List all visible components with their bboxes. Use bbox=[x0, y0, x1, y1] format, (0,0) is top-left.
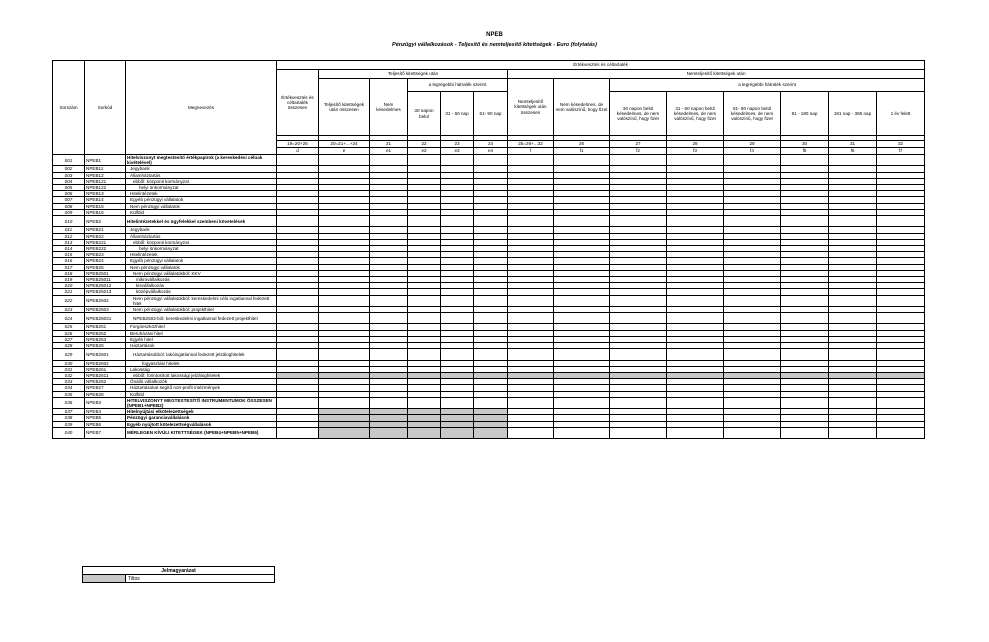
row-number-cell: 003 bbox=[53, 172, 85, 178]
row-number-cell: 021 bbox=[53, 289, 85, 295]
formula-cell: 21 bbox=[370, 141, 408, 148]
row-number-cell: 019 bbox=[53, 276, 85, 282]
row-label-cell: Nem pénzügyi vállalatokból: projekthitel bbox=[126, 306, 277, 312]
row-code-cell: NPEB28 bbox=[85, 391, 126, 397]
row-code-cell: NPEB2502 bbox=[85, 295, 126, 306]
row-label-cell: mikrovállalkozás bbox=[126, 276, 277, 282]
row-number-cell: 007 bbox=[53, 197, 85, 203]
value-cell[interactable] bbox=[781, 397, 829, 408]
value-cell[interactable] bbox=[877, 295, 925, 306]
value-cell[interactable] bbox=[667, 397, 724, 408]
row-number-cell: 001 bbox=[53, 155, 85, 166]
group-header-top: Értékvesztés és céltartalék bbox=[277, 61, 925, 70]
row-code-cell: NPEB25 bbox=[85, 264, 126, 270]
row-number-cell: 031 bbox=[53, 366, 85, 372]
row-label-cell: Háztartásokból: lakóingatlannal fedezett jelzáloghitelek bbox=[126, 349, 277, 360]
column-code-cell: f5 bbox=[781, 148, 829, 155]
column-code-cell: d bbox=[277, 148, 319, 155]
value-cell[interactable] bbox=[370, 155, 408, 166]
row-label-cell: NPEB2503-ból: kereskedelmi ingatlannal fedezett projekthitel bbox=[126, 313, 277, 324]
value-cell[interactable] bbox=[277, 397, 319, 408]
value-cell[interactable] bbox=[474, 427, 508, 438]
row-label-cell: Államháztartás bbox=[126, 172, 277, 178]
row-number-cell: 033 bbox=[53, 379, 85, 385]
row-code-cell: NPEB122 bbox=[85, 185, 126, 191]
value-cell[interactable] bbox=[554, 216, 610, 227]
value-cell[interactable] bbox=[610, 216, 667, 227]
value-cell[interactable] bbox=[877, 427, 925, 438]
value-cell[interactable] bbox=[508, 349, 554, 360]
value-cell[interactable] bbox=[319, 397, 370, 408]
col-header-e2: 30 napon belül bbox=[408, 92, 441, 136]
value-cell[interactable] bbox=[508, 295, 554, 306]
table-row bbox=[53, 216, 925, 227]
value-cell[interactable] bbox=[667, 216, 724, 227]
formula-cell: 22 bbox=[408, 141, 441, 148]
row-number-cell: 015 bbox=[53, 252, 85, 258]
table-row bbox=[53, 313, 925, 324]
value-cell[interactable] bbox=[781, 216, 829, 227]
value-cell[interactable] bbox=[554, 349, 610, 360]
value-cell[interactable] bbox=[319, 155, 370, 166]
row-code-cell: NPEB121 bbox=[85, 178, 126, 184]
row-label-cell: helyi önkormányzat bbox=[126, 245, 277, 251]
row-code-cell: NPEB15 bbox=[85, 203, 126, 209]
value-cell[interactable] bbox=[441, 427, 474, 438]
row-code-cell: NPEB23 bbox=[85, 252, 126, 258]
value-cell[interactable] bbox=[781, 155, 829, 166]
legend bbox=[82, 566, 275, 583]
value-cell[interactable] bbox=[724, 216, 781, 227]
table-row bbox=[53, 349, 925, 360]
value-cell[interactable] bbox=[829, 427, 877, 438]
row-code-cell: NPEB2501 bbox=[85, 270, 126, 276]
value-cell[interactable] bbox=[441, 313, 474, 324]
column-code-cell: e2 bbox=[408, 148, 441, 155]
column-code-cell: e1 bbox=[370, 148, 408, 155]
value-cell[interactable] bbox=[319, 427, 370, 438]
value-cell[interactable] bbox=[610, 349, 667, 360]
row-code-cell: NPEB22 bbox=[85, 233, 126, 239]
formula-cell: 25=26+...32 bbox=[508, 141, 554, 148]
row-code-cell: NPEB25013 bbox=[85, 289, 126, 295]
value-cell[interactable] bbox=[408, 397, 441, 408]
row-code-cell: NPEB221 bbox=[85, 239, 126, 245]
value-cell[interactable] bbox=[319, 313, 370, 324]
row-label-cell: HITELVISZONYT MEGTESTESÍTŐ INSTRUMENTUMOK ÖSSZESEN (NPEB1+NPEB2) bbox=[126, 397, 277, 408]
column-code-cell: f3 bbox=[667, 148, 724, 155]
group-header-nonperf: Nemteljesítő kitettségek után bbox=[508, 70, 925, 79]
row-label-cell: Beruházási hitel bbox=[126, 330, 277, 336]
value-cell[interactable] bbox=[829, 295, 877, 306]
value-cell[interactable] bbox=[508, 427, 554, 438]
row-number-cell: 038 bbox=[53, 415, 85, 421]
table-row bbox=[53, 155, 925, 166]
row-number-cell: 024 bbox=[53, 313, 85, 324]
column-code-cell: f1 bbox=[554, 148, 610, 155]
column-code-cell: f7 bbox=[877, 148, 925, 155]
row-code-cell: NPEB25011 bbox=[85, 276, 126, 282]
row-label-cell: Lakosság bbox=[126, 366, 277, 372]
formula-cell: 29 bbox=[724, 141, 781, 148]
value-cell[interactable] bbox=[724, 313, 781, 324]
value-cell[interactable] bbox=[667, 295, 724, 306]
row-label-cell: Egyéb nyújtott kötelezettségvállalások bbox=[126, 421, 277, 427]
row-code-cell: NPEB2611 bbox=[85, 372, 126, 378]
subgroup-header-perf: a legrégebbi hátralék szerint bbox=[408, 79, 508, 92]
value-cell[interactable] bbox=[441, 349, 474, 360]
row-label-cell: Hitelnyújtási elkötelezettségek bbox=[126, 409, 277, 415]
col-header-f3: 31 - 60 napon belül késedelmes, de nem valószínű, hogy fizet bbox=[667, 92, 724, 136]
row-label-cell: Egyéb pénzügyi vállalatok bbox=[126, 258, 277, 264]
row-code-cell: NPEB14 bbox=[85, 197, 126, 203]
legend-item-label: Tiltos bbox=[126, 575, 275, 583]
value-cell[interactable] bbox=[610, 427, 667, 438]
row-number-cell: 004 bbox=[53, 178, 85, 184]
value-cell[interactable] bbox=[667, 155, 724, 166]
row-label-cell: Hitelintézetekkel és ügyfelekkel szembeni követelések bbox=[126, 216, 277, 227]
value-cell[interactable] bbox=[370, 427, 408, 438]
page-subtitle: Pénzügyi vállalkozások - Teljesítő és nemteljesítő kitettségek - Euro (folytatás) bbox=[392, 42, 597, 48]
value-cell[interactable] bbox=[277, 313, 319, 324]
row-label-cell: Hitelviszonyt megtestesítő értékpapírok (a kereskedési célúak kivételével) bbox=[126, 155, 277, 166]
column-code-cell: f4 bbox=[724, 148, 781, 155]
formula-cell: 27 bbox=[610, 141, 667, 148]
value-cell[interactable] bbox=[554, 313, 610, 324]
row-code-cell: NPEB262 bbox=[85, 379, 126, 385]
value-cell[interactable] bbox=[877, 216, 925, 227]
value-cell[interactable] bbox=[554, 295, 610, 306]
value-cell[interactable] bbox=[370, 313, 408, 324]
row-number-cell: 014 bbox=[53, 245, 85, 251]
value-cell[interactable] bbox=[829, 216, 877, 227]
col-header-e1: Nem késedelmes bbox=[370, 79, 408, 136]
col-header-f: Nemteljesítő kitettségek után összesen bbox=[508, 79, 554, 136]
row-label-cell: Külföld bbox=[126, 209, 277, 215]
row-number-cell: 034 bbox=[53, 385, 85, 391]
value-cell[interactable] bbox=[829, 155, 877, 166]
row-label-cell: középvállalkozás bbox=[126, 289, 277, 295]
value-cell[interactable] bbox=[781, 349, 829, 360]
row-code-cell: NPEB16 bbox=[85, 209, 126, 215]
value-cell[interactable] bbox=[474, 313, 508, 324]
value-cell[interactable] bbox=[277, 155, 319, 166]
formula-cell: 19=20+25 bbox=[277, 141, 319, 148]
row-number-cell: 023 bbox=[53, 306, 85, 312]
value-cell[interactable] bbox=[724, 397, 781, 408]
row-number-cell: 006 bbox=[53, 191, 85, 197]
row-label-cell: Egyéb hitel bbox=[126, 336, 277, 342]
row-number-cell: 009 bbox=[53, 209, 85, 215]
column-code-cell: e bbox=[319, 148, 370, 155]
row-number-cell: 018 bbox=[53, 270, 85, 276]
value-cell[interactable] bbox=[474, 349, 508, 360]
row-code-cell: NPEB11 bbox=[85, 166, 126, 172]
row-number-cell: 027 bbox=[53, 336, 85, 342]
row-code-cell: NPEB261 bbox=[85, 366, 126, 372]
value-cell[interactable] bbox=[877, 397, 925, 408]
value-cell[interactable] bbox=[441, 216, 474, 227]
col-header-f5: 91 - 180 nap bbox=[781, 92, 829, 136]
table-row bbox=[53, 295, 925, 306]
value-cell[interactable] bbox=[319, 349, 370, 360]
row-number-cell: 025 bbox=[53, 324, 85, 330]
col-header-sorszam: Sorszám bbox=[53, 61, 85, 155]
row-number-cell: 040 bbox=[53, 427, 85, 438]
legend-title: Jelmagyarázat bbox=[83, 567, 275, 575]
column-code-cell: e3 bbox=[441, 148, 474, 155]
col-header-f2: 30 napon belül késedelmes, de nem valószínű, hogy fizet bbox=[610, 92, 667, 136]
value-cell[interactable] bbox=[277, 216, 319, 227]
row-label-cell: ebből: forintosított lakossági jelzáloghitelek bbox=[126, 372, 277, 378]
row-code-cell: NPEB251 bbox=[85, 324, 126, 330]
row-code-cell: NPEB4 bbox=[85, 409, 126, 415]
row-label-cell: ebből: központi kormányzat bbox=[126, 239, 277, 245]
row-label-cell: Hitelintézetek bbox=[126, 191, 277, 197]
column-code-cell: f bbox=[508, 148, 554, 155]
row-code-cell: NPEB2 bbox=[85, 216, 126, 227]
row-code-cell: NPEB2601 bbox=[85, 349, 126, 360]
value-cell[interactable] bbox=[667, 427, 724, 438]
row-code-cell: NPEB222 bbox=[85, 245, 126, 251]
value-cell[interactable] bbox=[724, 155, 781, 166]
value-cell[interactable] bbox=[474, 295, 508, 306]
column-code-cell: f2 bbox=[610, 148, 667, 155]
formula-cell: 32 bbox=[877, 141, 925, 148]
value-cell[interactable] bbox=[724, 295, 781, 306]
col-header-d: Értékvesztés és céltartalék összesen bbox=[277, 70, 319, 136]
row-code-cell: NPEB25031 bbox=[85, 313, 126, 324]
value-cell[interactable] bbox=[408, 427, 441, 438]
page-title: NPEB bbox=[486, 32, 503, 38]
value-cell[interactable] bbox=[441, 295, 474, 306]
value-cell[interactable] bbox=[408, 216, 441, 227]
row-label-cell: Jegybank bbox=[126, 227, 277, 233]
value-cell[interactable] bbox=[781, 295, 829, 306]
value-cell[interactable] bbox=[610, 295, 667, 306]
value-cell[interactable] bbox=[319, 216, 370, 227]
value-cell[interactable] bbox=[474, 397, 508, 408]
row-number-cell: 002 bbox=[53, 166, 85, 172]
value-cell[interactable] bbox=[277, 349, 319, 360]
table-row bbox=[53, 397, 925, 408]
value-cell[interactable] bbox=[554, 427, 610, 438]
col-header-f6: 181 nap - 365 nap bbox=[829, 92, 877, 136]
row-code-cell: NPEB5 bbox=[85, 415, 126, 421]
value-cell[interactable] bbox=[474, 216, 508, 227]
row-number-cell: 036 bbox=[53, 397, 85, 408]
value-cell[interactable] bbox=[441, 397, 474, 408]
row-label-cell: Háztartások bbox=[126, 343, 277, 349]
row-label-cell: kisvállalkozás bbox=[126, 283, 277, 289]
row-number-cell: 017 bbox=[53, 264, 85, 270]
value-cell[interactable] bbox=[877, 155, 925, 166]
value-cell[interactable] bbox=[370, 349, 408, 360]
row-code-cell: NPEB27 bbox=[85, 385, 126, 391]
row-label-cell: Jegybank bbox=[126, 166, 277, 172]
row-code-cell: NPEB253 bbox=[85, 336, 126, 342]
legend-swatch-gray bbox=[83, 575, 126, 583]
col-header-sorkod: Sorkód bbox=[85, 61, 126, 155]
value-cell[interactable] bbox=[408, 155, 441, 166]
row-number-cell: 011 bbox=[53, 227, 85, 233]
row-code-cell: NPEB13 bbox=[85, 191, 126, 197]
value-cell[interactable] bbox=[370, 216, 408, 227]
value-cell[interactable] bbox=[277, 295, 319, 306]
row-label-cell: Forgóeszközhitel bbox=[126, 324, 277, 330]
row-code-cell: NPEB252 bbox=[85, 330, 126, 336]
formula-cell: 26 bbox=[554, 141, 610, 148]
row-code-cell: NPEB25012 bbox=[85, 283, 126, 289]
row-number-cell: 028 bbox=[53, 343, 85, 349]
col-header-megnevezes: Megnevezés bbox=[126, 61, 277, 155]
value-cell[interactable] bbox=[408, 313, 441, 324]
row-label-cell: Háztartásokat segítő non-profit intézmények bbox=[126, 385, 277, 391]
value-cell[interactable] bbox=[319, 295, 370, 306]
value-cell[interactable] bbox=[408, 295, 441, 306]
row-number-cell: 039 bbox=[53, 421, 85, 427]
row-label-cell: fogyasztási hitelek bbox=[126, 360, 277, 366]
formula-cell: 24 bbox=[474, 141, 508, 148]
col-header-f1: Nem késedelmes, de nem valószínű, hogy fizet bbox=[554, 79, 610, 136]
col-header-e: Teljesítő kitettségek után összesen bbox=[319, 79, 370, 136]
row-label-cell: Önálló vállalkozók bbox=[126, 379, 277, 385]
row-number-cell: 037 bbox=[53, 409, 85, 415]
formula-cell: 23 bbox=[441, 141, 474, 148]
row-number-cell: 032 bbox=[53, 372, 85, 378]
formula-cell: 30 bbox=[781, 141, 829, 148]
row-code-cell: NPEB2602 bbox=[85, 360, 126, 366]
value-cell[interactable] bbox=[829, 313, 877, 324]
value-cell[interactable] bbox=[508, 216, 554, 227]
row-code-cell: NPEB26 bbox=[85, 343, 126, 349]
value-cell[interactable] bbox=[724, 349, 781, 360]
col-header-f4: 61- 90 napon belül késedelmes, de nem valószínű, hogy fizet bbox=[724, 92, 781, 136]
value-cell[interactable] bbox=[829, 349, 877, 360]
row-number-cell: 005 bbox=[53, 185, 85, 191]
value-cell[interactable] bbox=[370, 295, 408, 306]
value-cell[interactable] bbox=[610, 397, 667, 408]
value-cell[interactable] bbox=[508, 313, 554, 324]
row-number-cell: 013 bbox=[53, 239, 85, 245]
value-cell[interactable] bbox=[877, 313, 925, 324]
value-cell[interactable] bbox=[277, 427, 319, 438]
formula-cell: 20=21+...+24 bbox=[319, 141, 370, 148]
value-cell[interactable] bbox=[667, 349, 724, 360]
row-label-cell: helyi önkormányzat bbox=[126, 185, 277, 191]
value-cell[interactable] bbox=[610, 313, 667, 324]
value-cell[interactable] bbox=[781, 313, 829, 324]
row-code-cell: NPEB2503 bbox=[85, 306, 126, 312]
value-cell[interactable] bbox=[554, 155, 610, 166]
value-cell[interactable] bbox=[667, 313, 724, 324]
subgroup-header-nonperf: a legrégebbi hátralék szerint bbox=[610, 79, 925, 92]
value-cell[interactable] bbox=[610, 155, 667, 166]
row-label-cell: Nem pénzügyi vállalatok bbox=[126, 264, 277, 270]
row-label-cell: Külföld bbox=[126, 391, 277, 397]
row-label-cell: Nem pénzügyi vállalatokból: KKV bbox=[126, 270, 277, 276]
data-table bbox=[52, 60, 925, 439]
value-cell[interactable] bbox=[474, 155, 508, 166]
row-number-cell: 022 bbox=[53, 295, 85, 306]
row-label-cell: Pénzügyi garanciavállalások bbox=[126, 415, 277, 421]
row-code-cell: NPEB21 bbox=[85, 227, 126, 233]
row-number-cell: 020 bbox=[53, 283, 85, 289]
value-cell[interactable] bbox=[508, 155, 554, 166]
value-cell[interactable] bbox=[408, 349, 441, 360]
row-code-cell: NPEB3 bbox=[85, 397, 126, 408]
column-code-cell: f6 bbox=[829, 148, 877, 155]
value-cell[interactable] bbox=[441, 155, 474, 166]
formula-cell: 31 bbox=[829, 141, 877, 148]
row-label-cell: Nem pénzügyi vállalatokból: kereskedelmi célú ingatlannal fedezett hitel bbox=[126, 295, 277, 306]
row-number-cell: 012 bbox=[53, 233, 85, 239]
row-label-cell: Nem pénzügyi vállalatok bbox=[126, 203, 277, 209]
col-header-e3: 31 - 60 nap bbox=[441, 92, 474, 136]
row-label-cell: Államháztartás bbox=[126, 233, 277, 239]
value-cell[interactable] bbox=[724, 427, 781, 438]
value-cell[interactable] bbox=[554, 397, 610, 408]
column-code-cell: e4 bbox=[474, 148, 508, 155]
value-cell[interactable] bbox=[829, 397, 877, 408]
formula-cell: 28 bbox=[667, 141, 724, 148]
value-cell[interactable] bbox=[781, 427, 829, 438]
row-number-cell: 035 bbox=[53, 391, 85, 397]
row-number-cell: 010 bbox=[53, 216, 85, 227]
row-code-cell: NPEB7 bbox=[85, 427, 126, 438]
row-label-cell: Egyéb pénzügyi vállalatok bbox=[126, 197, 277, 203]
row-label-cell: Hitelintézetek bbox=[126, 252, 277, 258]
row-label-cell: MÉRLEGEN KÍVÜLI KITETTSÉGEK (NPEB4+NPEB5+NPEB6) bbox=[126, 427, 277, 438]
col-header-f7: 1 év felett bbox=[877, 92, 925, 136]
row-number-cell: 030 bbox=[53, 360, 85, 366]
row-code-cell: NPEB6 bbox=[85, 421, 126, 427]
row-number-cell: 026 bbox=[53, 330, 85, 336]
row-code-cell: NPEB1 bbox=[85, 155, 126, 166]
row-label-cell: ebből: központi kormányzat bbox=[126, 178, 277, 184]
row-number-cell: 008 bbox=[53, 203, 85, 209]
value-cell[interactable] bbox=[370, 397, 408, 408]
table-row bbox=[53, 427, 925, 438]
group-header-perf: Teljesítő kitettségek után bbox=[319, 70, 508, 79]
value-cell[interactable] bbox=[877, 349, 925, 360]
row-code-cell: NPEB12 bbox=[85, 172, 126, 178]
row-number-cell: 016 bbox=[53, 258, 85, 264]
col-header-e4: 61- 90 nap bbox=[474, 92, 508, 136]
row-code-cell: NPEB24 bbox=[85, 258, 126, 264]
row-number-cell: 029 bbox=[53, 349, 85, 360]
value-cell[interactable] bbox=[508, 397, 554, 408]
